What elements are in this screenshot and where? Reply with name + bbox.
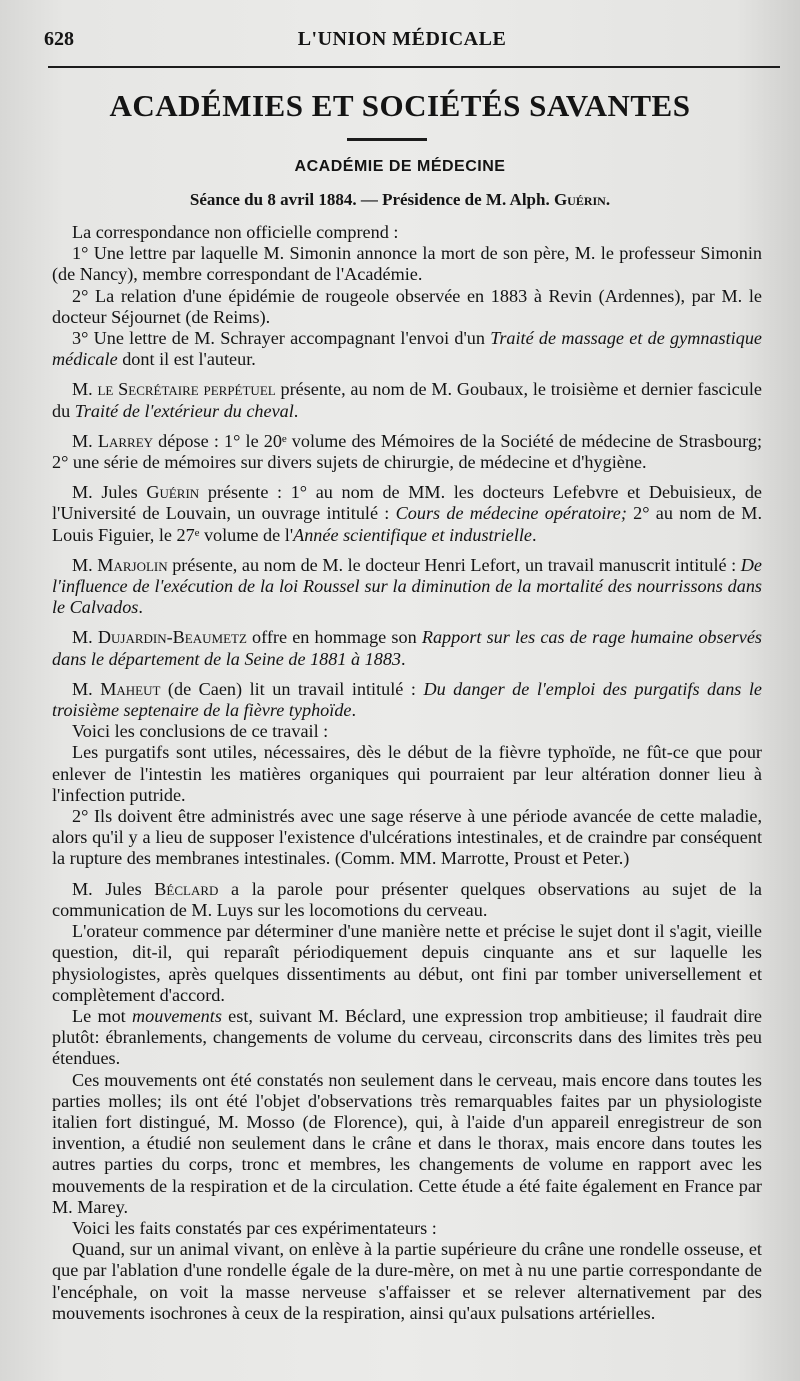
paragraph-text: Voici les conclusions de ce travail : xyxy=(72,721,329,742)
paragraph xyxy=(52,921,762,1006)
paragraph-text: Ces mouvements ont été constatés non seulement dans le cerveau, mais encore dans toutes les parties molles; ils ont été l'objet d'observations très remarquables faites par un physiologiste italien fort distingué, M. Mosso (de Florence), qui, à l'aide d'un appareil enregistreur de son invention, a étudié non seulement dans le crâne et dans le thorax, mais encore dans toutes les autres parties du corps, tronc et membres, les changements de volume en rapport avec les mouvements de la respiration et de la circulation. Cette étude a été faite également en France par M. Marey. xyxy=(52,1069,762,1217)
paragraph xyxy=(52,806,762,870)
work-title: Rapport sur les cas de rage humaine observés dans le département de la Seine de 1881 à 1883 xyxy=(52,627,762,669)
paragraph xyxy=(52,1070,762,1218)
speaker-name: M. le Secrétaire perpétuel xyxy=(72,379,276,400)
paragraph-text: Quand, sur un animal vivant, on enlève à la partie supérieure du crâne une rondelle osseuse, et que par l'ablation d'une rondelle égale de la dure-mère, on met à nu une partie correspondante de l'encéphale, on voit la masse nerveuse s'affaisser et se relever alternativement par des mouvements isochrones à ceux de la respiration, ainsi qu'aux pulsations artérielles. xyxy=(52,1239,762,1323)
academy-title: ACADÉMIE DE MÉDECINE xyxy=(294,158,506,175)
paragraph-text: dépose : 1° le 20ᵉ volume des Mémoires de la Société de médecine de Strasbourg; 2° une série de mémoires sur divers sujets de chirurgie, de médecine et d'hygiène. xyxy=(52,430,762,473)
paragraph xyxy=(52,742,762,806)
paragraph-text: L'orateur commence par déterminer d'une manière nette et précise le sujet dont il s'agit, vieille question, dit-il, qui reparaît périodiquement depuis cinquante ans et sur laquelle les physiologistes, après quelques dissentiments au début, ont fini par tomber universellement et complètement d'accord. xyxy=(52,921,762,1005)
speaker-name: M. Dujardin-Beaumetz xyxy=(72,627,247,648)
paragraph-text: présente, au nom de M. le docteur Henri Lefort, un travail manuscrit intitulé : xyxy=(167,554,741,575)
paragraph xyxy=(52,379,762,421)
paragraph-text: présente, au nom de M. Goubaux, le troisième et dernier fascicule du xyxy=(52,379,762,421)
paragraph-text: . xyxy=(351,700,357,721)
page-number: 628 xyxy=(44,28,74,50)
work-title: Traité de l'extérieur du cheval xyxy=(74,400,294,421)
paragraph-text: a la parole pour présenter quelques observations au sujet de la communication de M. Luys sur les locomotions du cerveau. xyxy=(52,878,763,920)
paragraph-text: offre en hommage son xyxy=(246,627,422,648)
paragraph-text: 1° Une lettre par laquelle M. Simonin annonce la mort de son père, M. le professeur Simonin (de Nancy), membre correspondant de l'Académie. xyxy=(52,243,762,285)
paragraph-text: Le mot xyxy=(72,1005,132,1026)
speaker-name: Béclard xyxy=(154,878,219,899)
paragraph-text: dont il est l'auteur. xyxy=(117,349,256,370)
paragraph xyxy=(52,222,762,243)
paragraph-text: La correspondance non officielle comprend : xyxy=(72,222,399,242)
paragraph-text: . xyxy=(532,524,537,545)
paragraph xyxy=(52,1006,762,1070)
paragraph-text: M. Jules xyxy=(72,482,147,503)
paragraph xyxy=(52,679,762,721)
paragraph xyxy=(52,328,762,370)
speaker-name: M. Maheut xyxy=(72,678,161,699)
session-end: . xyxy=(605,190,611,209)
paragraph-text: 2° La relation d'une épidémie de rougeole observée en 1883 à Revin (Ardennes), par M. le docteur Séjournet (de Reims). xyxy=(52,285,762,327)
header-rule xyxy=(48,66,780,68)
paragraph-text: . xyxy=(138,597,143,618)
paragraph-text: 3° Une lettre de M. Schrayer accompagnant l'envoi d'un xyxy=(72,328,491,349)
work-title: De l'influence de l'exécution de la loi Roussel sur la diminution de la mortalité des nourrissons dans le Calvados xyxy=(52,554,762,618)
session-line xyxy=(0,190,800,210)
paragraph xyxy=(52,1239,762,1324)
paragraph xyxy=(52,721,762,742)
paragraph xyxy=(52,243,762,285)
paragraph-text: . xyxy=(401,648,406,669)
work-title: Cours de médecine opératoire; xyxy=(395,503,627,524)
work-title: Du danger de l'emploi des purgatifs dans le troisième septenaire de la fièvre typhoïde xyxy=(52,678,763,721)
paragraph-text: 2° au nom de M. Louis Figuier, le 27ᵉ volume de l' xyxy=(52,503,762,545)
article-body xyxy=(52,222,762,1324)
title-rule xyxy=(347,138,427,141)
paragraph-text: 2° Ils doivent être administrés avec une sage réserve à une période avancée de cette maladie, alors qu'il y a lieu de supposer l'existence d'ulcérations intestinales, et de craindre par conséquent la rupture des membranes intestinales. (Comm. MM. Marrotte, Proust et Peter.) xyxy=(52,806,762,869)
paragraph xyxy=(52,555,762,619)
speaker-name: M. Marjolin xyxy=(72,554,168,575)
work-title: Année scientifique et industrielle xyxy=(293,524,532,545)
paragraph xyxy=(52,1218,762,1239)
speaker-name: M. Larrey xyxy=(72,430,154,451)
running-header xyxy=(44,28,760,56)
session-text: Séance du 8 avril 1884. — Présidence de M. Alph. xyxy=(189,190,554,209)
journal-title: L'UNION MÉDICALE xyxy=(297,28,507,50)
paragraph-text: est, suivant M. Béclard, une expression trop ambitieuse; il faudrait dire plutôt: ébranlements, changements de volume du cerveau, circonscrits dans des limites très peu étendues. xyxy=(52,1005,762,1069)
paragraph xyxy=(52,431,762,473)
paragraph xyxy=(52,482,762,546)
speaker-name: Guérin xyxy=(146,482,200,503)
section-title: ACADÉMIES ET SOCIÉTÉS SAVANTES xyxy=(109,88,691,123)
emphasized-word: mouvements xyxy=(132,1005,222,1026)
paragraph-text: M. Jules xyxy=(72,878,155,899)
paragraph-text: présente : 1° au nom de MM. les docteurs Lefebvre et Debuisieux, de l'Université de Louvain, un ouvrage intitulé : xyxy=(52,482,762,524)
paragraph xyxy=(52,879,762,921)
paragraph-text: Voici les faits constatés par ces expérimentateurs : xyxy=(72,1217,437,1238)
paragraph-text: . xyxy=(293,400,299,421)
paragraph xyxy=(52,627,762,669)
paragraph xyxy=(52,286,762,328)
work-title: Traité de massage et de gymnastique médicale xyxy=(52,328,762,370)
paragraph-text: (de Caen) lit un travail intitulé : xyxy=(160,678,424,699)
session-president: Guérin xyxy=(553,190,606,209)
paragraph-text: Les purgatifs sont utiles, nécessaires, dès le début de la fièvre typhoïde, ne fût-ce que pour enlever de l'intestin les matières organiques qui pourraient par leur altération donner lieu à l'infection putride. xyxy=(52,742,762,805)
